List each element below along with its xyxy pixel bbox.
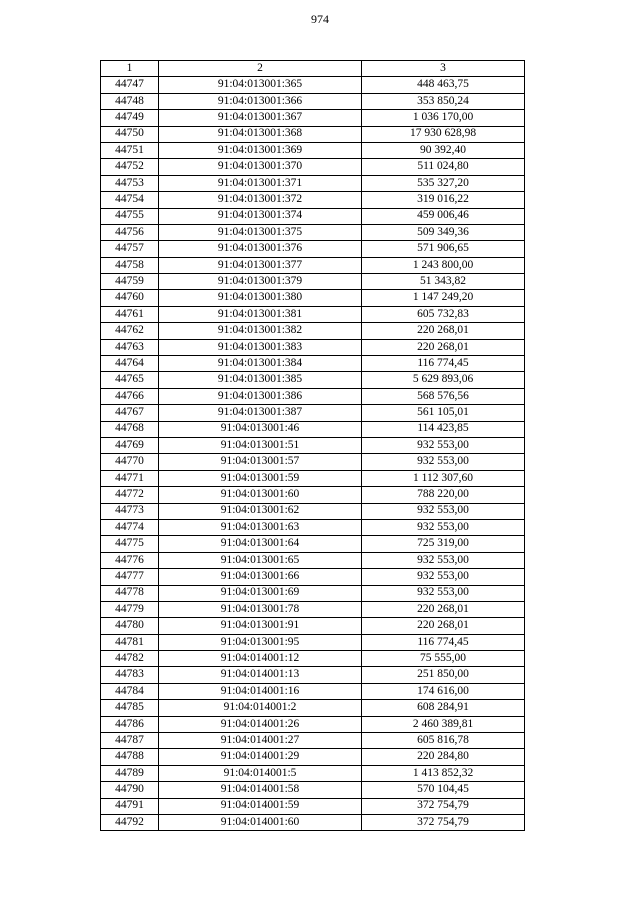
cadastral-value: 116 774,45: [362, 634, 525, 650]
cadastral-value: 2 460 389,81: [362, 716, 525, 732]
row-number: 44748: [101, 93, 159, 109]
cadastral-value: 17 930 628,98: [362, 126, 525, 142]
cadastral-number: 91:04:013001:365: [159, 77, 362, 93]
cadastral-number: 91:04:014001:12: [159, 651, 362, 667]
table-row: [101, 814, 525, 830]
table-row: [101, 733, 525, 749]
row-number: 44792: [101, 814, 159, 830]
cadastral-number: 91:04:013001:66: [159, 569, 362, 585]
cadastral-value: 932 553,00: [362, 519, 525, 535]
table-row: [101, 159, 525, 175]
row-number: 44773: [101, 503, 159, 519]
table-row: [101, 454, 525, 470]
table-row: [101, 437, 525, 453]
cadastral-value: 116 774,45: [362, 356, 525, 372]
cadastral-number: 91:04:013001:368: [159, 126, 362, 142]
table-row: [101, 798, 525, 814]
cadastral-value: 570 104,45: [362, 782, 525, 798]
table-row: [101, 290, 525, 306]
table-row: [101, 634, 525, 650]
cadastral-value: 372 754,79: [362, 814, 525, 830]
table-row: [101, 110, 525, 126]
cadastral-value: 509 349,36: [362, 224, 525, 240]
cadastral-number: 91:04:013001:370: [159, 159, 362, 175]
table-row: [101, 421, 525, 437]
cadastral-number: 91:04:013001:78: [159, 601, 362, 617]
row-number: 44785: [101, 700, 159, 716]
row-number: 44790: [101, 782, 159, 798]
table-row: [101, 651, 525, 667]
row-number: 44787: [101, 733, 159, 749]
row-number: 44750: [101, 126, 159, 142]
row-number: 44783: [101, 667, 159, 683]
table-row: [101, 749, 525, 765]
row-number: 44756: [101, 224, 159, 240]
table-row: [101, 274, 525, 290]
row-number: 44758: [101, 257, 159, 273]
row-number: 44772: [101, 487, 159, 503]
cadastral-value: 319 016,22: [362, 192, 525, 208]
table-row: [101, 142, 525, 158]
table-row: [101, 585, 525, 601]
cadastral-number: 91:04:013001:91: [159, 618, 362, 634]
table-row: [101, 77, 525, 93]
cadastral-number: 91:04:013001:366: [159, 93, 362, 109]
cadastral-number: 91:04:013001:387: [159, 405, 362, 421]
row-number: 44755: [101, 208, 159, 224]
row-number: 44762: [101, 323, 159, 339]
table-row: [101, 208, 525, 224]
row-number: 44749: [101, 110, 159, 126]
cadastral-number: 91:04:013001:374: [159, 208, 362, 224]
row-number: 44766: [101, 388, 159, 404]
cadastral-number: 91:04:014001:5: [159, 765, 362, 781]
cadastral-value: 535 327,20: [362, 175, 525, 191]
cadastral-value: 220 268,01: [362, 339, 525, 355]
cadastral-number: 91:04:013001:95: [159, 634, 362, 650]
cadastral-number: 91:04:014001:27: [159, 733, 362, 749]
table-row: [101, 519, 525, 535]
cadastral-value: 605 732,83: [362, 306, 525, 322]
row-number: 44757: [101, 241, 159, 257]
column-header-3: 3: [362, 61, 525, 77]
row-number: 44767: [101, 405, 159, 421]
table-row: [101, 306, 525, 322]
table-row: [101, 405, 525, 421]
row-number: 44751: [101, 142, 159, 158]
row-number: 44786: [101, 716, 159, 732]
cadastral-number: 91:04:014001:2: [159, 700, 362, 716]
cadastral-value: 725 319,00: [362, 536, 525, 552]
cadastral-number: 91:04:013001:371: [159, 175, 362, 191]
table-row: [101, 782, 525, 798]
cadastral-value: 1 413 852,32: [362, 765, 525, 781]
cadastral-value: 932 553,00: [362, 585, 525, 601]
row-number: 44759: [101, 274, 159, 290]
cadastral-number: 91:04:013001:384: [159, 356, 362, 372]
cadastral-value: 448 463,75: [362, 77, 525, 93]
row-number: 44779: [101, 601, 159, 617]
table-header-row: [101, 61, 525, 77]
cadastral-number: 91:04:014001:58: [159, 782, 362, 798]
table-row: [101, 569, 525, 585]
cadastral-number: 91:04:013001:69: [159, 585, 362, 601]
column-header-1: 1: [101, 61, 159, 77]
table-row: [101, 716, 525, 732]
cadastral-value: 90 392,40: [362, 142, 525, 158]
cadastral-number: 91:04:014001:16: [159, 683, 362, 699]
column-header-2: 2: [159, 61, 362, 77]
cadastral-value: 372 754,79: [362, 798, 525, 814]
cadastral-number: 91:04:013001:383: [159, 339, 362, 355]
cadastral-value: 511 024,80: [362, 159, 525, 175]
cadastral-number: 91:04:013001:62: [159, 503, 362, 519]
row-number: 44788: [101, 749, 159, 765]
cadastral-number: 91:04:013001:377: [159, 257, 362, 273]
table-row: [101, 126, 525, 142]
table-row: [101, 765, 525, 781]
table-row: [101, 503, 525, 519]
cadastral-number: 91:04:013001:382: [159, 323, 362, 339]
table-row: [101, 388, 525, 404]
cadastral-value: 932 553,00: [362, 437, 525, 453]
cadastral-number: 91:04:013001:381: [159, 306, 362, 322]
cadastral-number: 91:04:013001:379: [159, 274, 362, 290]
row-number: 44760: [101, 290, 159, 306]
row-number: 44768: [101, 421, 159, 437]
table-row: [101, 470, 525, 486]
table-row: [101, 224, 525, 240]
table-row: [101, 241, 525, 257]
cadastral-value: 174 616,00: [362, 683, 525, 699]
cadastral-value: 353 850,24: [362, 93, 525, 109]
row-number: 44780: [101, 618, 159, 634]
cadastral-number: 91:04:013001:375: [159, 224, 362, 240]
cadastral-number: 91:04:013001:385: [159, 372, 362, 388]
row-number: 44776: [101, 552, 159, 568]
row-number: 44774: [101, 519, 159, 535]
row-number: 44791: [101, 798, 159, 814]
cadastral-number: 91:04:013001:60: [159, 487, 362, 503]
table-row: [101, 536, 525, 552]
row-number: 44761: [101, 306, 159, 322]
cadastral-number: 91:04:013001:46: [159, 421, 362, 437]
table-row: [101, 372, 525, 388]
cadastral-value: 932 553,00: [362, 552, 525, 568]
table-row: [101, 257, 525, 273]
cadastral-number: 91:04:014001:59: [159, 798, 362, 814]
cadastral-number: 91:04:013001:372: [159, 192, 362, 208]
cadastral-value: 932 553,00: [362, 569, 525, 585]
cadastral-value: 561 105,01: [362, 405, 525, 421]
table-row: [101, 552, 525, 568]
row-number: 44764: [101, 356, 159, 372]
table-row: [101, 487, 525, 503]
row-number: 44771: [101, 470, 159, 486]
registry-table: [100, 60, 525, 831]
table-row: [101, 618, 525, 634]
cadastral-number: 91:04:013001:376: [159, 241, 362, 257]
cadastral-value: 1 243 800,00: [362, 257, 525, 273]
row-number: 44781: [101, 634, 159, 650]
cadastral-value: 220 268,01: [362, 618, 525, 634]
cadastral-value: 571 906,65: [362, 241, 525, 257]
row-number: 44777: [101, 569, 159, 585]
cadastral-value: 459 006,46: [362, 208, 525, 224]
table-row: [101, 683, 525, 699]
cadastral-number: 91:04:014001:13: [159, 667, 362, 683]
row-number: 44770: [101, 454, 159, 470]
cadastral-value: 932 553,00: [362, 503, 525, 519]
table-body: [101, 77, 525, 831]
table-row: [101, 700, 525, 716]
cadastral-value: 114 423,85: [362, 421, 525, 437]
cadastral-value: 251 850,00: [362, 667, 525, 683]
cadastral-value: 220 268,01: [362, 323, 525, 339]
cadastral-value: 605 816,78: [362, 733, 525, 749]
row-number: 44784: [101, 683, 159, 699]
table-row: [101, 93, 525, 109]
table-row: [101, 323, 525, 339]
table-row: [101, 356, 525, 372]
cadastral-value: 1 147 249,20: [362, 290, 525, 306]
cadastral-value: 220 268,01: [362, 601, 525, 617]
row-number: 44789: [101, 765, 159, 781]
cadastral-number: 91:04:013001:63: [159, 519, 362, 535]
cadastral-number: 91:04:014001:26: [159, 716, 362, 732]
cadastral-number: 91:04:013001:59: [159, 470, 362, 486]
row-number: 44769: [101, 437, 159, 453]
row-number: 44763: [101, 339, 159, 355]
cadastral-number: 91:04:013001:64: [159, 536, 362, 552]
table-row: [101, 192, 525, 208]
row-number: 44782: [101, 651, 159, 667]
row-number: 44775: [101, 536, 159, 552]
cadastral-number: 91:04:014001:60: [159, 814, 362, 830]
cadastral-value: 932 553,00: [362, 454, 525, 470]
cadastral-number: 91:04:013001:367: [159, 110, 362, 126]
cadastral-value: 608 284,91: [362, 700, 525, 716]
cadastral-value: 1 112 307,60: [362, 470, 525, 486]
cadastral-number: 91:04:013001:65: [159, 552, 362, 568]
cadastral-number: 91:04:013001:369: [159, 142, 362, 158]
cadastral-value: 51 343,82: [362, 274, 525, 290]
cadastral-number: 91:04:013001:51: [159, 437, 362, 453]
table-row: [101, 339, 525, 355]
cadastral-value: 5 629 893,06: [362, 372, 525, 388]
cadastral-value: 1 036 170,00: [362, 110, 525, 126]
row-number: 44778: [101, 585, 159, 601]
cadastral-value: 75 555,00: [362, 651, 525, 667]
row-number: 44747: [101, 77, 159, 93]
cadastral-number: 91:04:013001:380: [159, 290, 362, 306]
table-row: [101, 601, 525, 617]
row-number: 44765: [101, 372, 159, 388]
row-number: 44754: [101, 192, 159, 208]
table-row: [101, 667, 525, 683]
cadastral-value: 220 284,80: [362, 749, 525, 765]
table-row: [101, 175, 525, 191]
page-number: 974: [311, 12, 329, 26]
cadastral-value: 788 220,00: [362, 487, 525, 503]
row-number: 44753: [101, 175, 159, 191]
cadastral-number: 91:04:013001:386: [159, 388, 362, 404]
cadastral-value: 568 576,56: [362, 388, 525, 404]
cadastral-number: 91:04:014001:29: [159, 749, 362, 765]
row-number: 44752: [101, 159, 159, 175]
cadastral-number: 91:04:013001:57: [159, 454, 362, 470]
